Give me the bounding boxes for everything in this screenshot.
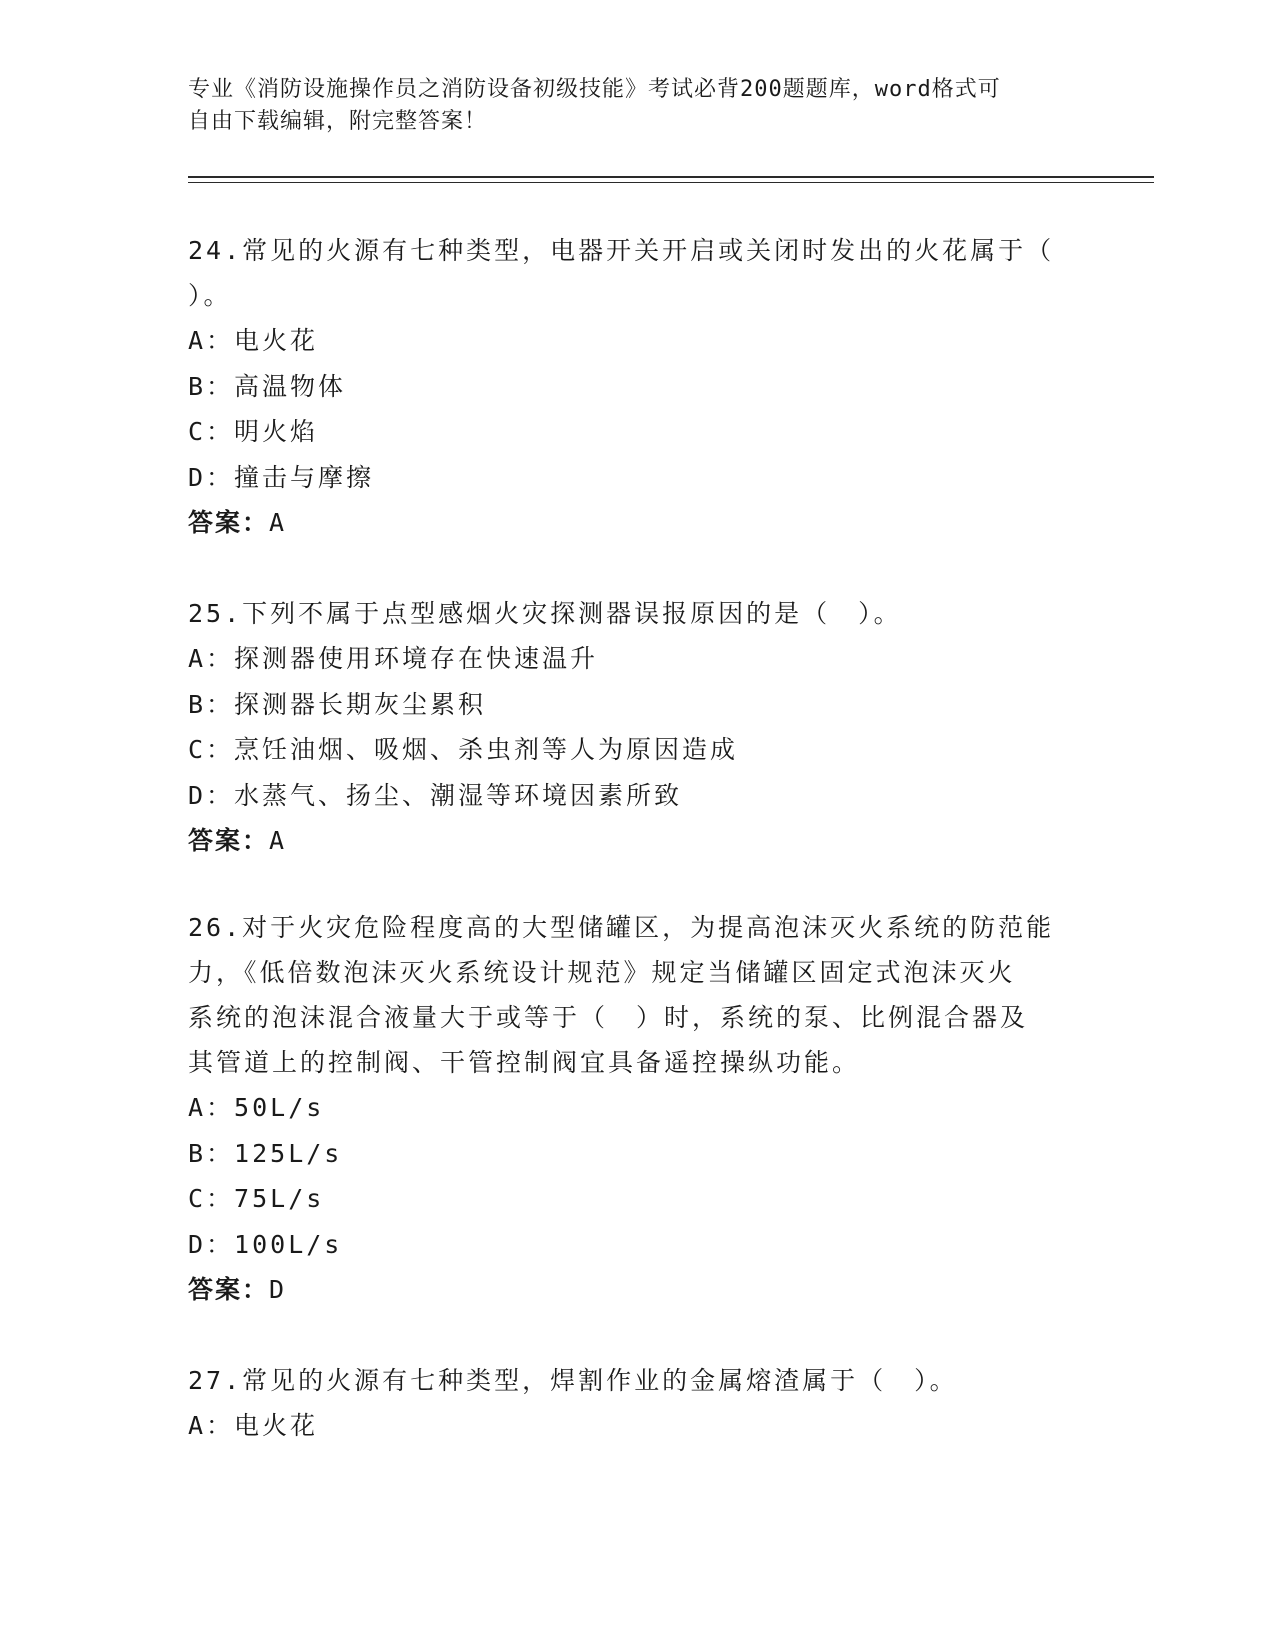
option-d: D：撞击与摩擦 — [188, 462, 375, 492]
option-c: C：明火焰 — [188, 417, 319, 446]
question-text-line: 系统的泡沫混合液量大于或等于（ ）时，系统的泵、比例混合器及 — [188, 1003, 1029, 1032]
question-text-line: 27.常见的火源有七种类型，焊割作业的金属熔渣属于（ ）。 — [188, 1366, 958, 1395]
question-text-line: 26.对于火灾危险程度高的大型储罐区，为提高泡沫灭火系统的防范能 — [188, 913, 1055, 942]
option-c: C：烹饪油烟、吸烟、杀虫剂等人为原因造成 — [188, 735, 739, 764]
question-text-line: 25.下列不属于点型感烟火灾探测器误报原因的是（ ）。 — [188, 599, 902, 628]
question-27 — [188, 1358, 1078, 1449]
answer-label: 答案： — [188, 1275, 270, 1304]
option-b: B：探测器长期灰尘累积 — [188, 689, 487, 719]
option-a: A：50L/s — [188, 1093, 325, 1122]
answer-line — [188, 500, 1078, 545]
option-a: A：探测器使用环境存在快速温升 — [188, 644, 599, 673]
question-text-line: 力，《低倍数泡沫灭火系统设计规范》规定当储罐区固定式泡沫灭火 — [188, 958, 1016, 987]
option-d: D：100L/s — [188, 1229, 343, 1259]
answer-line — [188, 818, 1078, 863]
question-26 — [188, 905, 1078, 1312]
document-header — [188, 74, 1088, 138]
answer-label: 答案： — [188, 508, 270, 537]
answer-value: A — [269, 508, 287, 537]
option-a: A：电火花 — [188, 1411, 319, 1440]
question-24 — [188, 228, 1078, 545]
answer-value: D — [269, 1275, 287, 1304]
option-b: B：125L/s — [188, 1138, 343, 1168]
answer-line — [188, 1267, 1078, 1312]
question-text-line: ）。 — [188, 281, 232, 310]
option-b: B：高温物体 — [188, 371, 347, 401]
answer-value: A — [269, 826, 287, 855]
header-divider-thin — [188, 182, 1154, 183]
header-line-2: 自由下载编辑，附完整答案！ — [188, 109, 488, 134]
header-line-1: 专业《消防设施操作员之消防设备初级技能》考试必背200题题库，word格式可 — [188, 77, 1001, 102]
question-text-line: 其管道上的控制阀、干管控制阀宜具备遥控操纵功能。 — [188, 1048, 861, 1077]
question-text-line: 24.常见的火源有七种类型，电器开关开启或关闭时发出的火花属于（ — [188, 236, 1055, 265]
option-c: C：75L/s — [188, 1184, 325, 1213]
option-a: A：电火花 — [188, 326, 319, 355]
header-divider-thick — [188, 176, 1154, 178]
question-25 — [188, 591, 1078, 863]
option-d: D：水蒸气、扬尘、潮湿等环境因素所致 — [188, 780, 683, 810]
answer-label: 答案： — [188, 826, 270, 855]
